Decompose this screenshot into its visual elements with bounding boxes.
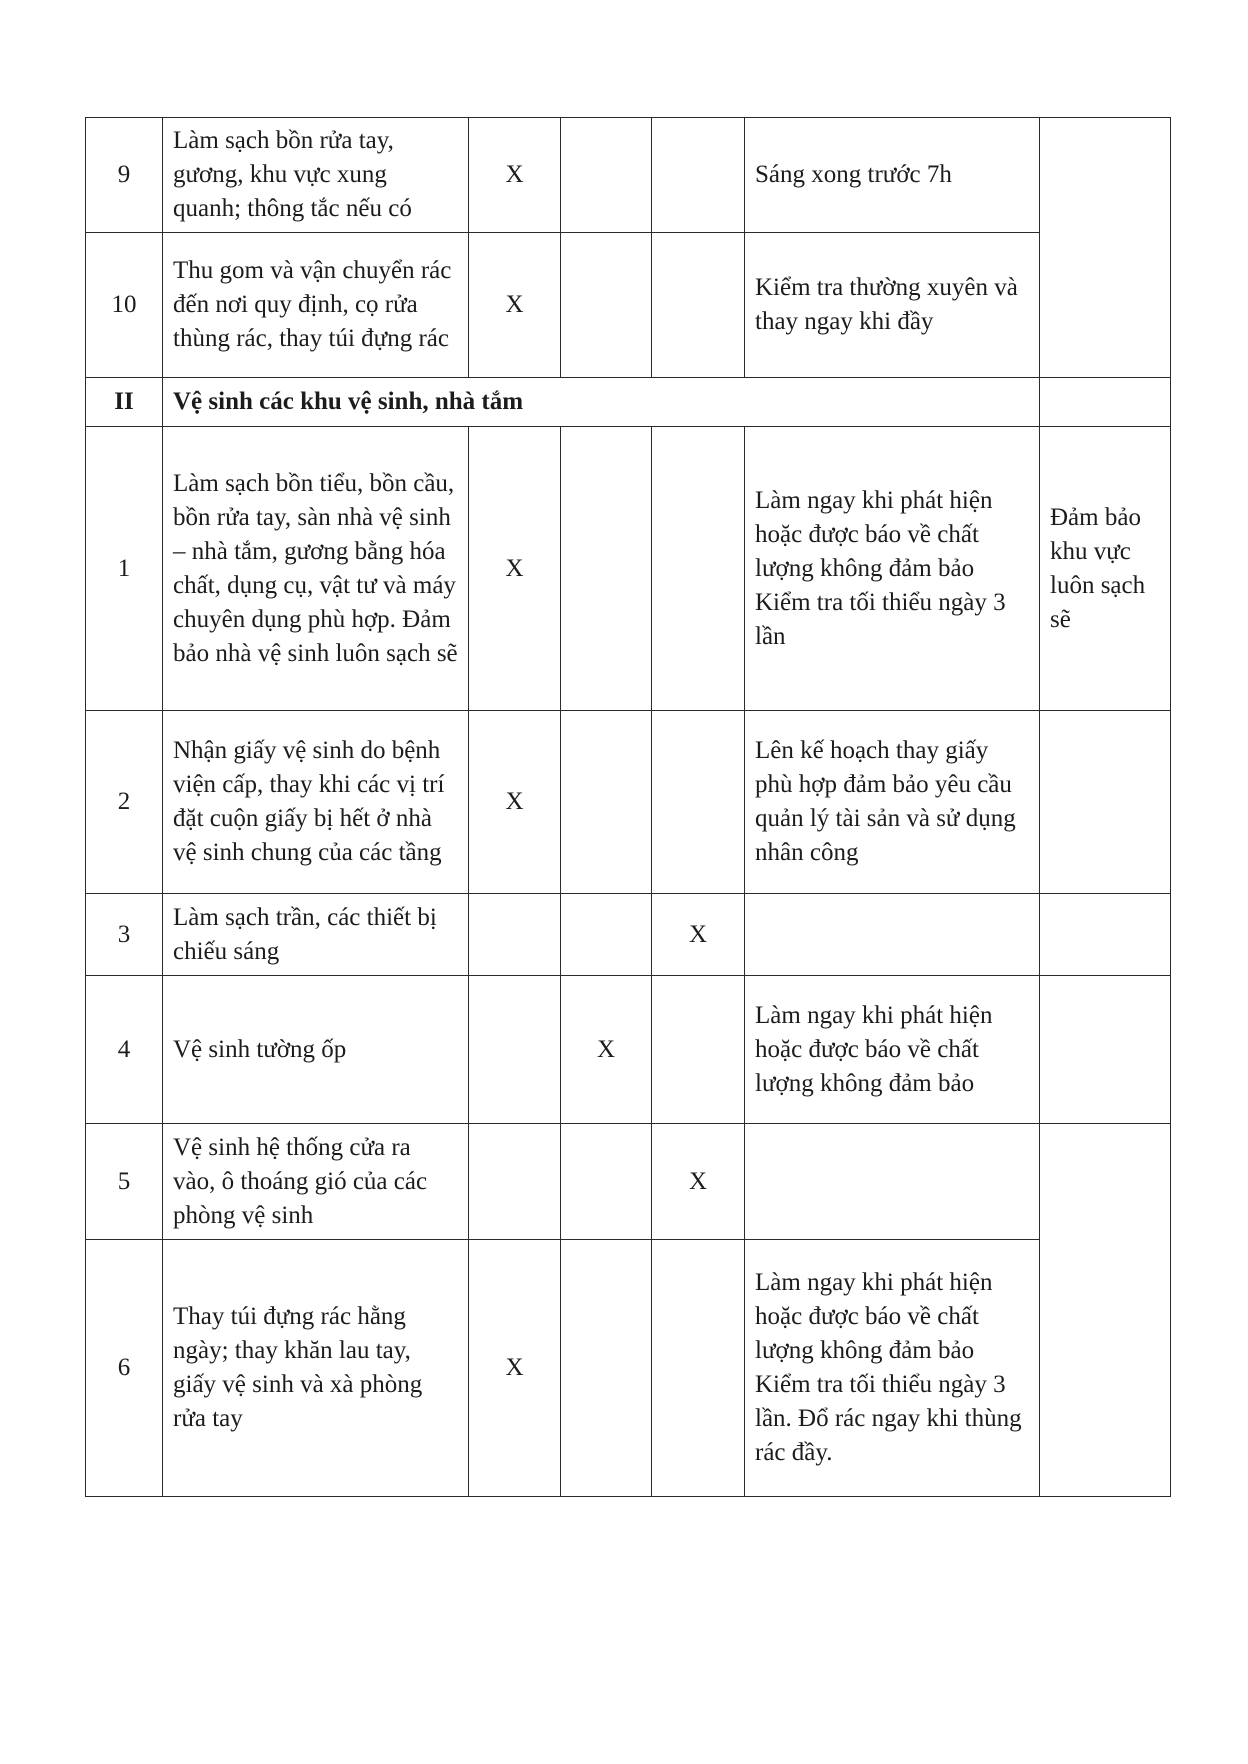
frequency-mark-2 xyxy=(561,711,652,894)
task-note-line: Làm ngay khi phát hiện hoặc được báo về chất lượng không đảm bảo xyxy=(755,486,993,582)
extra-cell xyxy=(1040,711,1171,894)
task-note: Làm ngay khi phát hiện hoặc được báo về chất lượng không đảm bảo xyxy=(745,976,1040,1124)
task-note-line: Kiểm tra tối thiểu ngày 3 lần xyxy=(755,588,1006,650)
task-description: Thu gom và vận chuyển rác đến nơi quy định, cọ rửa thùng rác, thay túi đựng rác xyxy=(163,233,469,378)
task-note-line: Làm ngay khi phát hiện hoặc được báo về chất lượng không đảm bảo xyxy=(755,1269,993,1364)
frequency-mark-1: X xyxy=(469,233,561,378)
section-header-row xyxy=(86,378,1171,427)
section-title: Vệ sinh các khu vệ sinh, nhà tắm xyxy=(163,378,1040,427)
frequency-mark-3 xyxy=(652,711,745,894)
table-row xyxy=(86,711,1171,894)
task-note-line: Kiểm tra tối thiểu ngày 3 lần. Đổ rác ngay khi thùng rác đầy. xyxy=(755,1371,1022,1466)
task-table xyxy=(85,117,1171,1497)
row-number: 5 xyxy=(86,1124,163,1240)
frequency-mark-3 xyxy=(652,976,745,1124)
frequency-mark-2 xyxy=(561,1124,652,1240)
frequency-mark-1: X xyxy=(469,1240,561,1497)
frequency-mark-2 xyxy=(561,233,652,378)
frequency-mark-3: X xyxy=(652,894,745,976)
task-note xyxy=(745,894,1040,976)
table-row xyxy=(86,1240,1171,1497)
extra-cell xyxy=(1040,1124,1171,1497)
task-description: Nhận giấy vệ sinh do bệnh viện cấp, thay khi các vị trí đặt cuộn giấy bị hết ở nhà vệ sinh chung của các tầng xyxy=(163,711,469,894)
frequency-mark-1 xyxy=(469,1124,561,1240)
extra-note: Đảm bảo khu vực luôn sạch sẽ xyxy=(1040,427,1171,711)
task-note: Sáng xong trước 7h xyxy=(745,118,1040,233)
frequency-mark-2 xyxy=(561,118,652,233)
frequency-mark-2 xyxy=(561,427,652,711)
frequency-mark-2 xyxy=(561,894,652,976)
frequency-mark-3 xyxy=(652,118,745,233)
extra-cell xyxy=(1040,118,1171,378)
frequency-mark-1: X xyxy=(469,427,561,711)
frequency-mark-3 xyxy=(652,1240,745,1497)
row-number: 3 xyxy=(86,894,163,976)
task-note xyxy=(745,1124,1040,1240)
row-number: 10 xyxy=(86,233,163,378)
task-description: Vệ sinh tường ốp xyxy=(163,976,469,1124)
frequency-mark-2: X xyxy=(561,976,652,1124)
table-row xyxy=(86,233,1171,378)
frequency-mark-1 xyxy=(469,894,561,976)
row-number: 1 xyxy=(86,427,163,711)
table-row xyxy=(86,894,1171,976)
task-note: Kiểm tra thường xuyên và thay ngay khi đầy xyxy=(745,233,1040,378)
frequency-mark-3 xyxy=(652,233,745,378)
frequency-mark-3: X xyxy=(652,1124,745,1240)
section-number: II xyxy=(86,378,163,427)
task-description: Vệ sinh hệ thống cửa ra vào, ô thoáng gió của các phòng vệ sinh xyxy=(163,1124,469,1240)
task-description: Làm sạch bồn tiểu, bồn cầu, bồn rửa tay, sàn nhà vệ sinh – nhà tắm, gương bằng hóa chất, dụng cụ, vật tư và máy chuyên dụng phù hợp. Đảm bảo nhà vệ sinh luôn sạch sẽ xyxy=(163,427,469,711)
frequency-mark-1: X xyxy=(469,118,561,233)
task-description: Làm sạch bồn rửa tay, gương, khu vực xung quanh; thông tắc nếu có xyxy=(163,118,469,233)
table-row xyxy=(86,976,1171,1124)
row-number: 6 xyxy=(86,1240,163,1497)
table-row xyxy=(86,118,1171,233)
extra-cell xyxy=(1040,976,1171,1124)
task-description: Làm sạch trần, các thiết bị chiếu sáng xyxy=(163,894,469,976)
task-note xyxy=(745,427,1040,711)
extra-cell xyxy=(1040,378,1171,427)
frequency-mark-1 xyxy=(469,976,561,1124)
row-number: 9 xyxy=(86,118,163,233)
frequency-mark-2 xyxy=(561,1240,652,1497)
frequency-mark-1: X xyxy=(469,711,561,894)
frequency-mark-3 xyxy=(652,427,745,711)
task-note: Lên kế hoạch thay giấy phù hợp đảm bảo yêu cầu quản lý tài sản và sử dụng nhân công xyxy=(745,711,1040,894)
task-description: Thay túi đựng rác hằng ngày; thay khăn lau tay, giấy vệ sinh và xà phòng rửa tay xyxy=(163,1240,469,1497)
row-number: 4 xyxy=(86,976,163,1124)
table-row xyxy=(86,427,1171,711)
row-number: 2 xyxy=(86,711,163,894)
task-note xyxy=(745,1240,1040,1497)
table-row xyxy=(86,1124,1171,1240)
extra-cell xyxy=(1040,894,1171,976)
